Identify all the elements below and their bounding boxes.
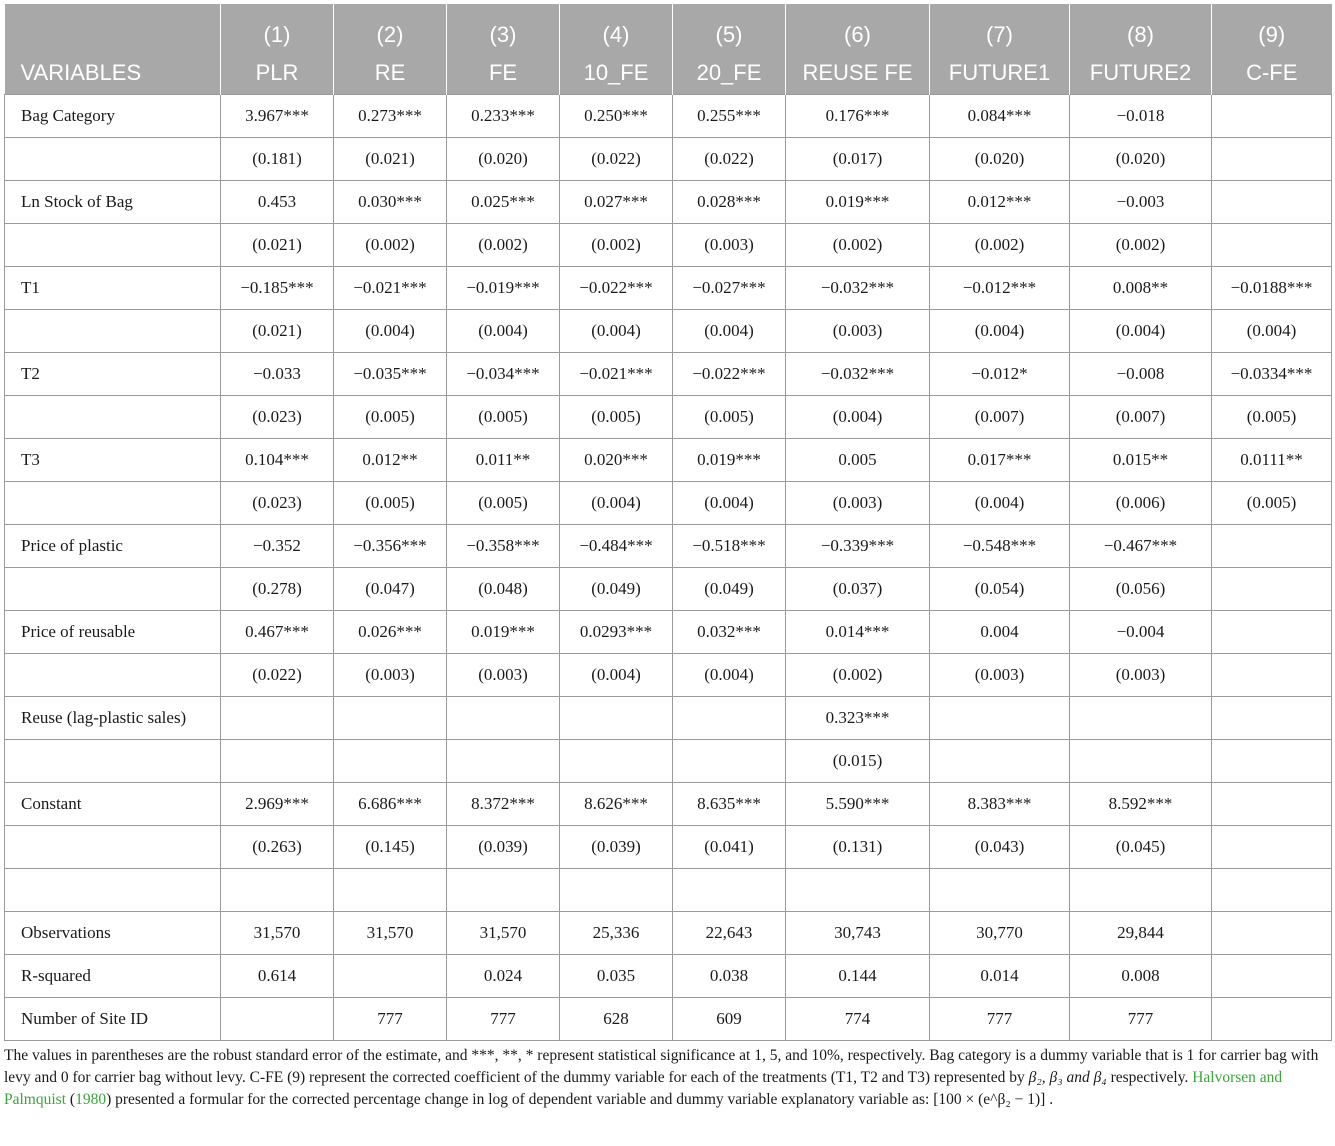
table-cell: 0.027*** [560, 181, 673, 224]
table-cell [447, 697, 560, 740]
row-label: Bag Category [5, 95, 221, 138]
row-label: T3 [5, 439, 221, 482]
table-cell: (0.004) [930, 310, 1070, 353]
table-cell: (0.054) [930, 568, 1070, 611]
table-cell [1070, 869, 1212, 912]
table-cell: −0.021*** [334, 267, 447, 310]
table-cell: (0.004) [673, 310, 786, 353]
table-cell [334, 697, 447, 740]
table-cell: (0.049) [560, 568, 673, 611]
table-cell: (0.041) [673, 826, 786, 869]
table-cell: 31,570 [447, 912, 560, 955]
table-row [5, 482, 1332, 525]
footnote-beta-symbols: β₂, β₃ and β₄ [1028, 1069, 1107, 1086]
table-row [5, 955, 1332, 998]
table-cell: −0.352 [221, 525, 334, 568]
table-cell: (0.263) [221, 826, 334, 869]
row-label [5, 568, 221, 611]
table-cell: 22,643 [673, 912, 786, 955]
table-cell: 0.273*** [334, 95, 447, 138]
row-label [5, 310, 221, 353]
table-cell: (0.021) [221, 224, 334, 267]
column-number: (3) [447, 4, 560, 52]
table-cell [560, 740, 673, 783]
table-cell: −0.033 [221, 353, 334, 396]
table-cell: (0.181) [221, 138, 334, 181]
table-cell: (0.005) [447, 396, 560, 439]
column-header: PLR [221, 52, 334, 95]
table-cell: −0.021*** [560, 353, 673, 396]
table-cell: (0.048) [447, 568, 560, 611]
table-cell [1212, 697, 1332, 740]
table-cell: (0.007) [930, 396, 1070, 439]
table-row [5, 396, 1332, 439]
table-cell: 2.969*** [221, 783, 334, 826]
table-cell: (0.002) [447, 224, 560, 267]
column-header: FUTURE2 [1070, 52, 1212, 95]
table-row [5, 783, 1332, 826]
table-cell [334, 740, 447, 783]
table-cell: 0.019*** [673, 439, 786, 482]
table-cell: (0.004) [560, 654, 673, 697]
table-cell: 0.323*** [786, 697, 930, 740]
table-cell: 0.614 [221, 955, 334, 998]
table-cell: −0.467*** [1070, 525, 1212, 568]
table-cell: (0.020) [930, 138, 1070, 181]
table-row [5, 998, 1332, 1041]
table-cell [1212, 912, 1332, 955]
table-cell [673, 740, 786, 783]
table-cell: (0.004) [334, 310, 447, 353]
footnote-text-2: respectively. [1110, 1069, 1189, 1086]
table-cell: (0.003) [1070, 654, 1212, 697]
row-label [5, 396, 221, 439]
table-cell: 8.372*** [447, 783, 560, 826]
table-cell: (0.039) [560, 826, 673, 869]
table-cell: 0.255*** [673, 95, 786, 138]
table-cell: −0.022*** [560, 267, 673, 310]
footnote-text-3: presented a formular for the corrected percentage change in log of dependent variable and dummy variable explanatory variable as: [115, 1091, 930, 1108]
table-row [5, 439, 1332, 482]
table-cell: (0.056) [1070, 568, 1212, 611]
table-cell: 0.019*** [786, 181, 930, 224]
table-row [5, 869, 1332, 912]
row-label [5, 869, 221, 912]
table-cell: (0.003) [334, 654, 447, 697]
footnote-text-1: The values in parentheses are the robust standard error of the estimate, and ***, **, * represent statistical significance at 1, 5, and 10%, respectively. Bag category is a dummy variable that is 1 for carrier bag with levy and 0 for carrier bag without levy. C-FE (9) represent the corrected coefficient of the dummy variable for each of the treatments (T1, T2 and T3) represented by [4, 1047, 1319, 1086]
table-cell: 777 [447, 998, 560, 1041]
table-row [5, 181, 1332, 224]
table-cell: 31,570 [221, 912, 334, 955]
table-cell: (0.002) [1070, 224, 1212, 267]
footnote-formula: [100 × (e^β₂ − 1)] [933, 1091, 1046, 1108]
row-label: Ln Stock of Bag [5, 181, 221, 224]
table-cell: 0.024 [447, 955, 560, 998]
table-cell [930, 740, 1070, 783]
variables-header: VARIABLES [5, 52, 221, 95]
table-cell: (0.023) [221, 482, 334, 525]
row-label: T1 [5, 267, 221, 310]
table-cell: (0.020) [447, 138, 560, 181]
table-cell [1212, 568, 1332, 611]
column-header: FE [447, 52, 560, 95]
table-cell: (0.004) [930, 482, 1070, 525]
table-row [5, 138, 1332, 181]
table-cell: (0.145) [334, 826, 447, 869]
table-cell: 0.144 [786, 955, 930, 998]
table-cell: (0.017) [786, 138, 930, 181]
table-cell: (0.005) [1212, 482, 1332, 525]
column-number: (4) [560, 4, 673, 52]
table-cell [221, 998, 334, 1041]
table-body [5, 95, 1332, 1041]
column-header: 10_FE [560, 52, 673, 95]
table-cell: (0.004) [1212, 310, 1332, 353]
table-cell [673, 697, 786, 740]
table-cell: (0.131) [786, 826, 930, 869]
table-cell: 0.019*** [447, 611, 560, 654]
table-cell: 0.176*** [786, 95, 930, 138]
table-cell: (0.003) [786, 310, 930, 353]
table-cell: 3.967*** [221, 95, 334, 138]
table-cell: 0.012*** [930, 181, 1070, 224]
table-row [5, 95, 1332, 138]
table-cell [930, 869, 1070, 912]
table-cell: 0.004 [930, 611, 1070, 654]
table-cell [334, 869, 447, 912]
table-cell: −0.032*** [786, 267, 930, 310]
table-cell: 0.0293*** [560, 611, 673, 654]
table-row [5, 310, 1332, 353]
header-empty-cell [5, 4, 221, 52]
table-cell: 0.0111** [1212, 439, 1332, 482]
table-cell: 5.590*** [786, 783, 930, 826]
table-cell: 0.017*** [930, 439, 1070, 482]
table-cell: (0.004) [560, 482, 673, 525]
table-cell: 0.084*** [930, 95, 1070, 138]
table-cell: (0.004) [560, 310, 673, 353]
row-label [5, 224, 221, 267]
table-cell: −0.518*** [673, 525, 786, 568]
table-cell: (0.039) [447, 826, 560, 869]
row-label: Reuse (lag-plastic sales) [5, 697, 221, 740]
table-cell: (0.021) [221, 310, 334, 353]
table-row [5, 525, 1332, 568]
table-footnote: The values in parentheses are the robust standard error of the estimate, and ***, **, * represent statistical significance at 1, 5, and 10%, respectively. Bag category is a dummy variable that is 1 for carrier bag with levy and 0 for carrier bag without levy. C-FE (9) represent the corrected coefficient of the dummy variable for each of the treatments (T1, T2 and T3) represented by β₂, β₃ and β₄ respectively. Halvorsen and Palmquist (1980) presented a formular for the corrected percentage change in log of dependent variable and dummy variable explanatory variable as: [100 × (e^β₂ − 1)] . [4, 1047, 1319, 1108]
row-label: Number of Site ID [5, 998, 221, 1041]
table-cell [1212, 95, 1332, 138]
table-cell: 0.014*** [786, 611, 930, 654]
column-header: RE [334, 52, 447, 95]
table-cell: (0.005) [334, 482, 447, 525]
table-cell: −0.358*** [447, 525, 560, 568]
reference-link-authors[interactable]: Halvorsen and Palmquist [4, 1069, 1283, 1108]
table-cell: (0.002) [786, 654, 930, 697]
table-cell: (0.023) [221, 396, 334, 439]
table-cell: (0.007) [1070, 396, 1212, 439]
row-label [5, 482, 221, 525]
table-cell: (0.003) [930, 654, 1070, 697]
row-label [5, 826, 221, 869]
table-cell: (0.002) [786, 224, 930, 267]
table-cell [673, 869, 786, 912]
table-cell: 0.011** [447, 439, 560, 482]
table-cell: −0.034*** [447, 353, 560, 396]
table-cell [1212, 998, 1332, 1041]
table-cell: 31,570 [334, 912, 447, 955]
table-cell [930, 697, 1070, 740]
table-cell: 6.686*** [334, 783, 447, 826]
table-cell: 777 [1070, 998, 1212, 1041]
table-cell [1212, 138, 1332, 181]
table-cell [221, 869, 334, 912]
table-cell: 0.233*** [447, 95, 560, 138]
row-label: T2 [5, 353, 221, 396]
table-cell [1212, 611, 1332, 654]
column-number: (9) [1258, 22, 1286, 47]
table-cell [560, 697, 673, 740]
row-label [5, 654, 221, 697]
table-cell: 0.020*** [560, 439, 673, 482]
table-cell: (0.047) [334, 568, 447, 611]
table-cell: (0.004) [1070, 310, 1212, 353]
table-row [5, 697, 1332, 740]
regression-table [4, 4, 1332, 1041]
table-cell [1212, 740, 1332, 783]
table-cell: 0.005 [786, 439, 930, 482]
row-label: Observations [5, 912, 221, 955]
table-cell [1070, 740, 1212, 783]
table-row [5, 568, 1332, 611]
row-label [5, 740, 221, 783]
table-cell: (0.037) [786, 568, 930, 611]
row-label [5, 138, 221, 181]
table-cell: (0.003) [673, 224, 786, 267]
table-cell: 0.008 [1070, 955, 1212, 998]
table-cell: −0.548*** [930, 525, 1070, 568]
table-cell: 0.453 [221, 181, 334, 224]
table-cell [221, 740, 334, 783]
table-cell: 0.012** [334, 439, 447, 482]
row-label: Price of reusable [5, 611, 221, 654]
table-cell [786, 869, 930, 912]
table-cell: −0.0334*** [1212, 353, 1332, 396]
table-cell: 0.250*** [560, 95, 673, 138]
column-header: C-FE [1246, 60, 1298, 85]
table-cell: (0.005) [447, 482, 560, 525]
table-cell: −0.004 [1070, 611, 1212, 654]
table-cell: (0.015) [786, 740, 930, 783]
table-cell: (0.043) [930, 826, 1070, 869]
table-row [5, 740, 1332, 783]
table-cell: 0.467*** [221, 611, 334, 654]
table-cell [1212, 654, 1332, 697]
table-cell: −0.008 [1070, 353, 1212, 396]
table-cell: (0.002) [930, 224, 1070, 267]
table-cell: (0.002) [560, 224, 673, 267]
table-cell: 0.026*** [334, 611, 447, 654]
table-cell: (0.002) [334, 224, 447, 267]
table-cell: 0.104*** [221, 439, 334, 482]
table-cell: 628 [560, 998, 673, 1041]
table-cell: −0.027*** [673, 267, 786, 310]
table-cell: (0.005) [334, 396, 447, 439]
table-row [5, 267, 1332, 310]
table-row [5, 826, 1332, 869]
column-header: FUTURE1 [930, 52, 1070, 95]
table-cell: −0.356*** [334, 525, 447, 568]
table-cell: −0.012*** [930, 267, 1070, 310]
table-cell: 0.015** [1070, 439, 1212, 482]
table-cell: −0.0188*** [1212, 267, 1332, 310]
table-cell: (0.020) [1070, 138, 1212, 181]
table-cell [1212, 224, 1332, 267]
table-cell [447, 869, 560, 912]
table-cell: (0.003) [447, 654, 560, 697]
table-cell: 8.383*** [930, 783, 1070, 826]
table-cell: 0.025*** [447, 181, 560, 224]
table-cell: −0.032*** [786, 353, 930, 396]
table-cell: (0.006) [1070, 482, 1212, 525]
table-cell: (0.004) [673, 482, 786, 525]
regression-table-figure [4, 4, 1331, 1111]
table-cell: 8.635*** [673, 783, 786, 826]
column-number: (1) [221, 4, 334, 52]
row-label: Price of plastic [5, 525, 221, 568]
table-cell [221, 697, 334, 740]
table-cell: 609 [673, 998, 786, 1041]
column-number: (6) [786, 4, 930, 52]
table-cell [1212, 826, 1332, 869]
table-cell: −0.022*** [673, 353, 786, 396]
table-cell: −0.012* [930, 353, 1070, 396]
table-cell: 0.032*** [673, 611, 786, 654]
table-cell: 0.008** [1070, 267, 1212, 310]
table-cell [1212, 181, 1332, 224]
table-cell: (0.021) [334, 138, 447, 181]
table-cell: (0.005) [1212, 396, 1332, 439]
table-cell: 29,844 [1070, 912, 1212, 955]
table-cell: 0.014 [930, 955, 1070, 998]
table-cell: −0.035*** [334, 353, 447, 396]
table-cell [1212, 869, 1332, 912]
table-cell: (0.022) [673, 138, 786, 181]
table-row [5, 224, 1332, 267]
table-cell: (0.005) [673, 396, 786, 439]
table-cell: −0.185*** [221, 267, 334, 310]
table-cell [1212, 783, 1332, 826]
column-number: (8) [1070, 4, 1212, 52]
table-cell: 0.038 [673, 955, 786, 998]
row-label: R-squared [5, 955, 221, 998]
table-row [5, 611, 1332, 654]
table-cell: (0.045) [1070, 826, 1212, 869]
column-number: (7) [930, 4, 1070, 52]
table-cell: −0.003 [1070, 181, 1212, 224]
table-row [5, 654, 1332, 697]
table-cell: 0.028*** [673, 181, 786, 224]
table-cell: (0.005) [560, 396, 673, 439]
table-cell: 777 [930, 998, 1070, 1041]
header-row-numbers [5, 4, 1332, 52]
table-cell: (0.278) [221, 568, 334, 611]
table-cell: (0.004) [447, 310, 560, 353]
table-cell [560, 869, 673, 912]
table-cell: −0.019*** [447, 267, 560, 310]
table-cell: (0.004) [673, 654, 786, 697]
table-row [5, 912, 1332, 955]
column-header: REUSE FE [786, 52, 930, 95]
table-cell: 25,336 [560, 912, 673, 955]
table-cell: 8.626*** [560, 783, 673, 826]
table-cell: (0.004) [786, 396, 930, 439]
table-cell: (0.049) [673, 568, 786, 611]
header-row-names [5, 52, 1332, 95]
table-cell: −0.339*** [786, 525, 930, 568]
table-cell: 8.592*** [1070, 783, 1212, 826]
table-cell [334, 955, 447, 998]
table-cell: −0.018 [1070, 95, 1212, 138]
table-cell: 30,743 [786, 912, 930, 955]
table-cell: (0.003) [786, 482, 930, 525]
row-label: Constant [5, 783, 221, 826]
table-cell: 777 [334, 998, 447, 1041]
column-number: (5) [673, 4, 786, 52]
table-cell: −0.484*** [560, 525, 673, 568]
table-cell [1212, 955, 1332, 998]
table-cell [1070, 697, 1212, 740]
table-cell: (0.022) [560, 138, 673, 181]
table-cell: 0.035 [560, 955, 673, 998]
table-cell: 0.030*** [334, 181, 447, 224]
table-cell [447, 740, 560, 783]
table-cell: (0.022) [221, 654, 334, 697]
table-cell: 774 [786, 998, 930, 1041]
column-header: 20_FE [673, 52, 786, 95]
table-row [5, 353, 1332, 396]
table-cell [1212, 525, 1332, 568]
column-number: (2) [334, 4, 447, 52]
reference-link-year[interactable]: 1980 [75, 1091, 107, 1108]
table-cell: 30,770 [930, 912, 1070, 955]
